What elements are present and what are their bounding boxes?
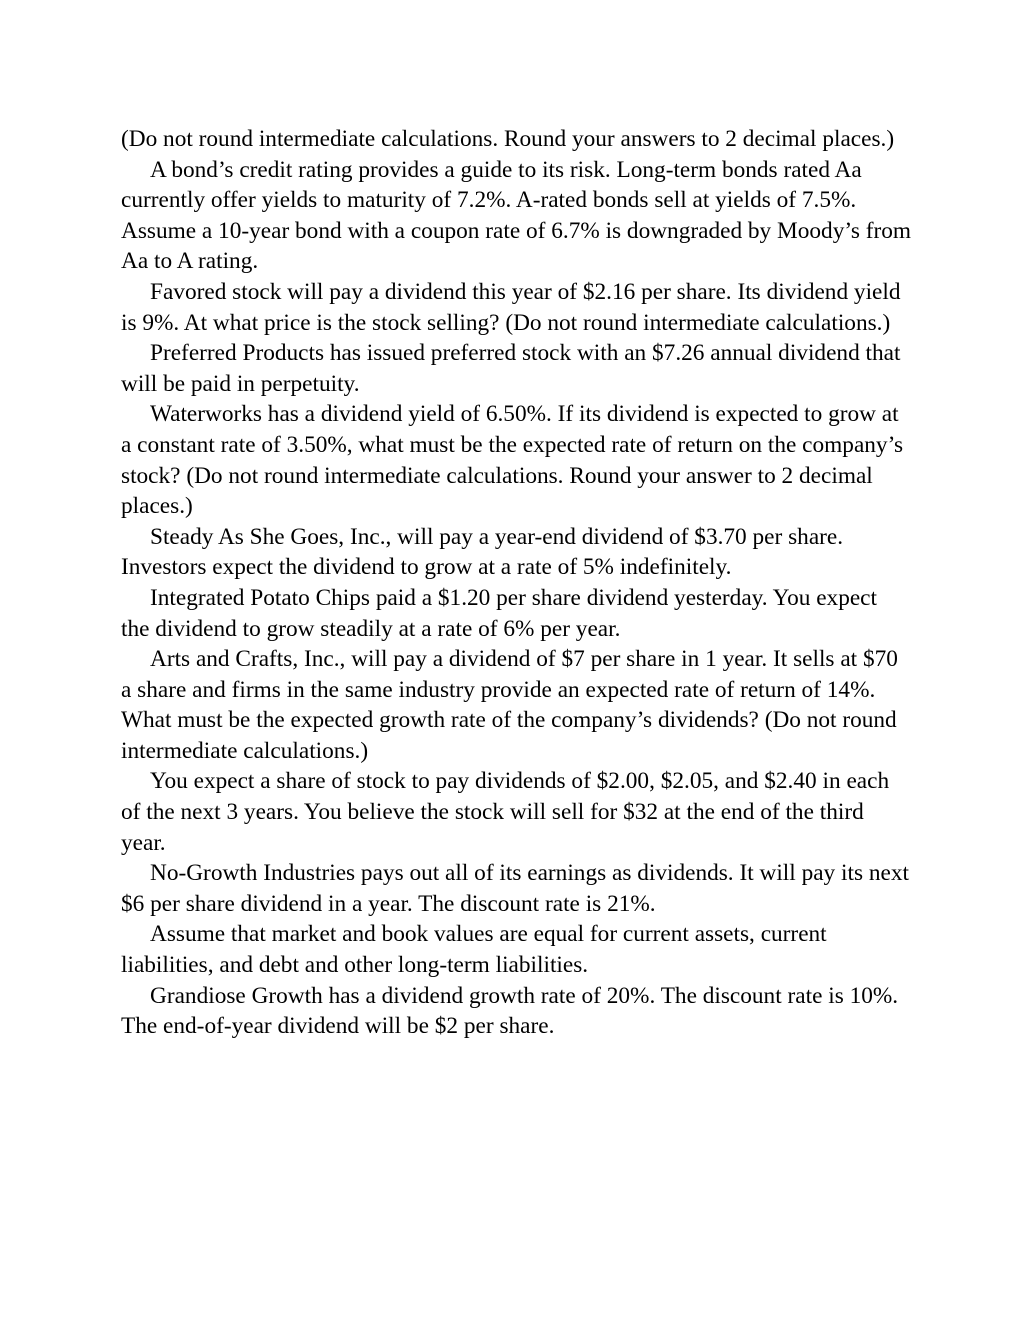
- paragraph-bond-credit-rating: A bond’s credit rating provides a guide to its risk. Long-term bonds rated Aa currently offer yields to maturity of 7.2%. A-rated bonds sell at yields of 7.5%. Assume a 10-year bond with a coupon rate of 6.7% is downgraded by Moody’s from Aa to A rating.: [121, 156, 911, 275]
- paragraph-integrated-potato-chips: Integrated Potato Chips paid a $1.20 per share dividend yesterday. You expect the dividend to grow steadily at a rate of 6% per year.: [121, 584, 877, 642]
- paragraph-preferred-products: Preferred Products has issued preferred stock with an $7.26 annual dividend that will be paid in perpetuity.: [121, 340, 901, 397]
- instruction-paragraph: (Do not round intermediate calculations. Round your answers to 2 decimal places.): [121, 126, 895, 152]
- paragraph-waterworks: Waterworks has a dividend yield of 6.50%. If its dividend is expected to grow at a constant rate of 3.50%, what must be the expected rate of return on the company’s stock? (Do not round intermediate calculations. Round your answer to 2 decimal places.): [121, 401, 904, 520]
- paragraph-no-growth-industries: No-Growth Industries pays out all of its earnings as dividends. It will pay its next $6 per share dividend in a year. The discount rate is 21%.: [121, 860, 909, 917]
- document-page: [121, 124, 911, 1042]
- paragraph-market-book-values: Assume that market and book values are equal for current assets, current liabilities, and debt and other long-term liabilities.: [121, 921, 827, 979]
- paragraph-expected-dividends: You expect a share of stock to pay dividends of $2.00, $2.05, and $2.40 in each of the next 3 years. You believe the stock will sell for $32 at the end of the third year.: [121, 768, 890, 856]
- paragraph-arts-and-crafts: Arts and Crafts, Inc., will pay a dividend of $7 per share in 1 year. It sells at $70 a share and firms in the same industry provide an expected rate of return of 14%. What must be the expected growth rate of the company’s dividends? (Do not round intermediate calculations.): [121, 646, 898, 764]
- paragraph-steady-as-she-goes: Steady As She Goes, Inc., will pay a year-end dividend of $3.70 per share. Investors expect the dividend to grow at a rate of 5% indefinitely.: [121, 523, 844, 581]
- paragraph-grandiose-growth: Grandiose Growth has a dividend growth rate of 20%. The discount rate is 10%. The end-of-year dividend will be $2 per share.: [121, 982, 899, 1040]
- paragraph-favored-stock: Favored stock will pay a dividend this year of $2.16 per share. Its dividend yield is 9%. At what price is the stock selling? (Do not round intermediate calculations.): [121, 278, 901, 336]
